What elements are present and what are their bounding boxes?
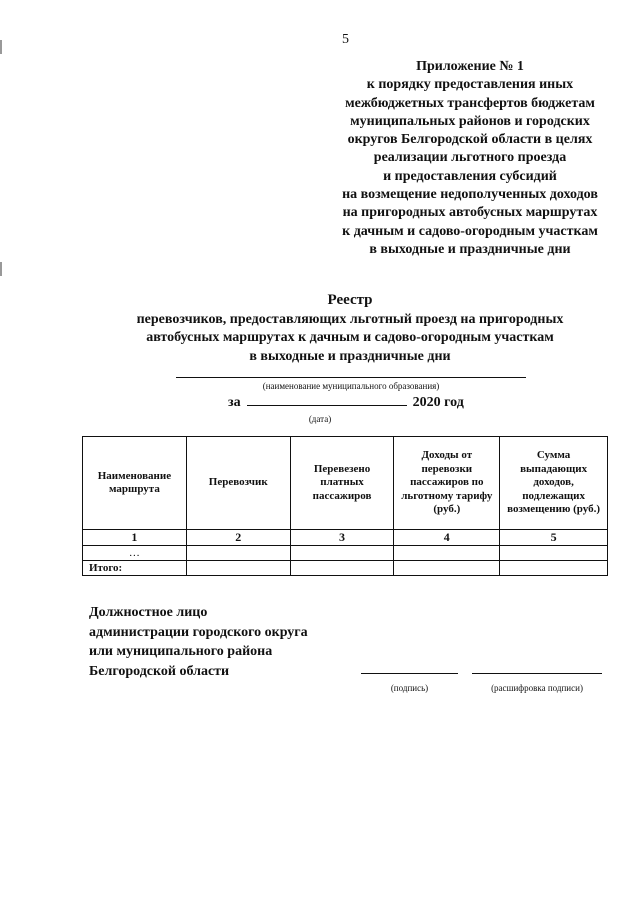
column-number: 3 xyxy=(290,530,394,546)
signature-fill-line xyxy=(361,673,458,674)
period-suffix: 2020 год xyxy=(412,395,464,410)
appendix-header xyxy=(320,58,620,259)
total-label: Итого: xyxy=(83,561,187,576)
ellipsis-cell: … xyxy=(83,546,187,561)
appendix-line: и предоставления субсидий xyxy=(383,168,557,184)
official-line: или муниципального района xyxy=(89,644,273,659)
registry-table xyxy=(82,436,608,576)
table-cell xyxy=(290,561,394,576)
table-header-row xyxy=(83,437,608,530)
appendix-line: межбюджетных трансфертов бюджетам xyxy=(345,95,595,111)
title-heading: Реестр xyxy=(327,292,373,308)
table-cell xyxy=(186,561,290,576)
table-cell xyxy=(186,546,290,561)
appendix-line: в выходные и праздничные дни xyxy=(369,241,571,257)
table-cell xyxy=(290,546,394,561)
table-cell xyxy=(394,546,500,561)
period-prefix: за xyxy=(228,395,241,410)
table-cell xyxy=(500,546,608,561)
official-line: администрации городского округа xyxy=(89,624,308,640)
column-number: 2 xyxy=(186,530,290,546)
title-line: в выходные и праздничные дни xyxy=(249,348,451,364)
appendix-line: округов Белгородской области в целях xyxy=(347,132,593,148)
municipality-caption: (наименование муниципального образования) xyxy=(262,381,440,391)
table-cell xyxy=(500,561,608,576)
official-line: Должностное лицо xyxy=(89,605,208,620)
header-route-name: Наименование маршрута xyxy=(83,437,187,530)
period-row xyxy=(228,393,464,411)
official-title xyxy=(89,603,308,681)
document-title xyxy=(80,291,620,366)
title-line: перевозчиков, предоставляющих льготный проезд на пригородных xyxy=(136,311,564,327)
signature-caption: (подпись) xyxy=(390,683,429,693)
appendix-line: на возмещение недополученных доходов xyxy=(342,187,598,203)
table-row xyxy=(83,530,608,546)
column-number: 5 xyxy=(500,530,608,546)
column-number: 1 xyxy=(83,530,187,546)
appendix-line: реализации льготного проезда xyxy=(373,150,567,166)
header-lost-income: Сумма выпадающих доходов, подлежащих возмещению (руб.) xyxy=(500,437,608,530)
scan-edge-mark xyxy=(0,40,2,54)
header-carrier: Перевозчик xyxy=(186,437,290,530)
scan-edge-mark xyxy=(0,262,2,276)
total-row xyxy=(83,561,608,576)
date-caption: (дата) xyxy=(308,414,332,424)
header-paid-passengers: Перевезено платных пассажиров xyxy=(290,437,394,530)
signature-decode-caption: (расшифровка подписи) xyxy=(491,683,583,693)
appendix-line: к порядку предоставления иных xyxy=(366,77,574,93)
appendix-line: Приложение № 1 xyxy=(416,59,524,74)
official-line: Белгородской области xyxy=(89,663,230,679)
title-line: автобусных маршрутах к дачным и садово-огородным участкам xyxy=(146,330,554,345)
column-number: 4 xyxy=(394,530,500,546)
signature-decode-fill-line xyxy=(472,673,602,674)
appendix-line: муниципальных районов и городских xyxy=(350,113,590,129)
appendix-line: к дачным и садово-огородным участкам xyxy=(342,223,598,239)
appendix-line: на пригородных автобусных маршрутах xyxy=(342,205,598,221)
page-number: 5 xyxy=(342,32,349,47)
table-row xyxy=(83,546,608,561)
date-fill-line xyxy=(247,393,407,406)
table-cell xyxy=(394,561,500,576)
header-preferential-income: Доходы от перевозки пассажиров по льготному тарифу (руб.) xyxy=(394,437,500,530)
municipality-fill-line xyxy=(176,377,526,378)
